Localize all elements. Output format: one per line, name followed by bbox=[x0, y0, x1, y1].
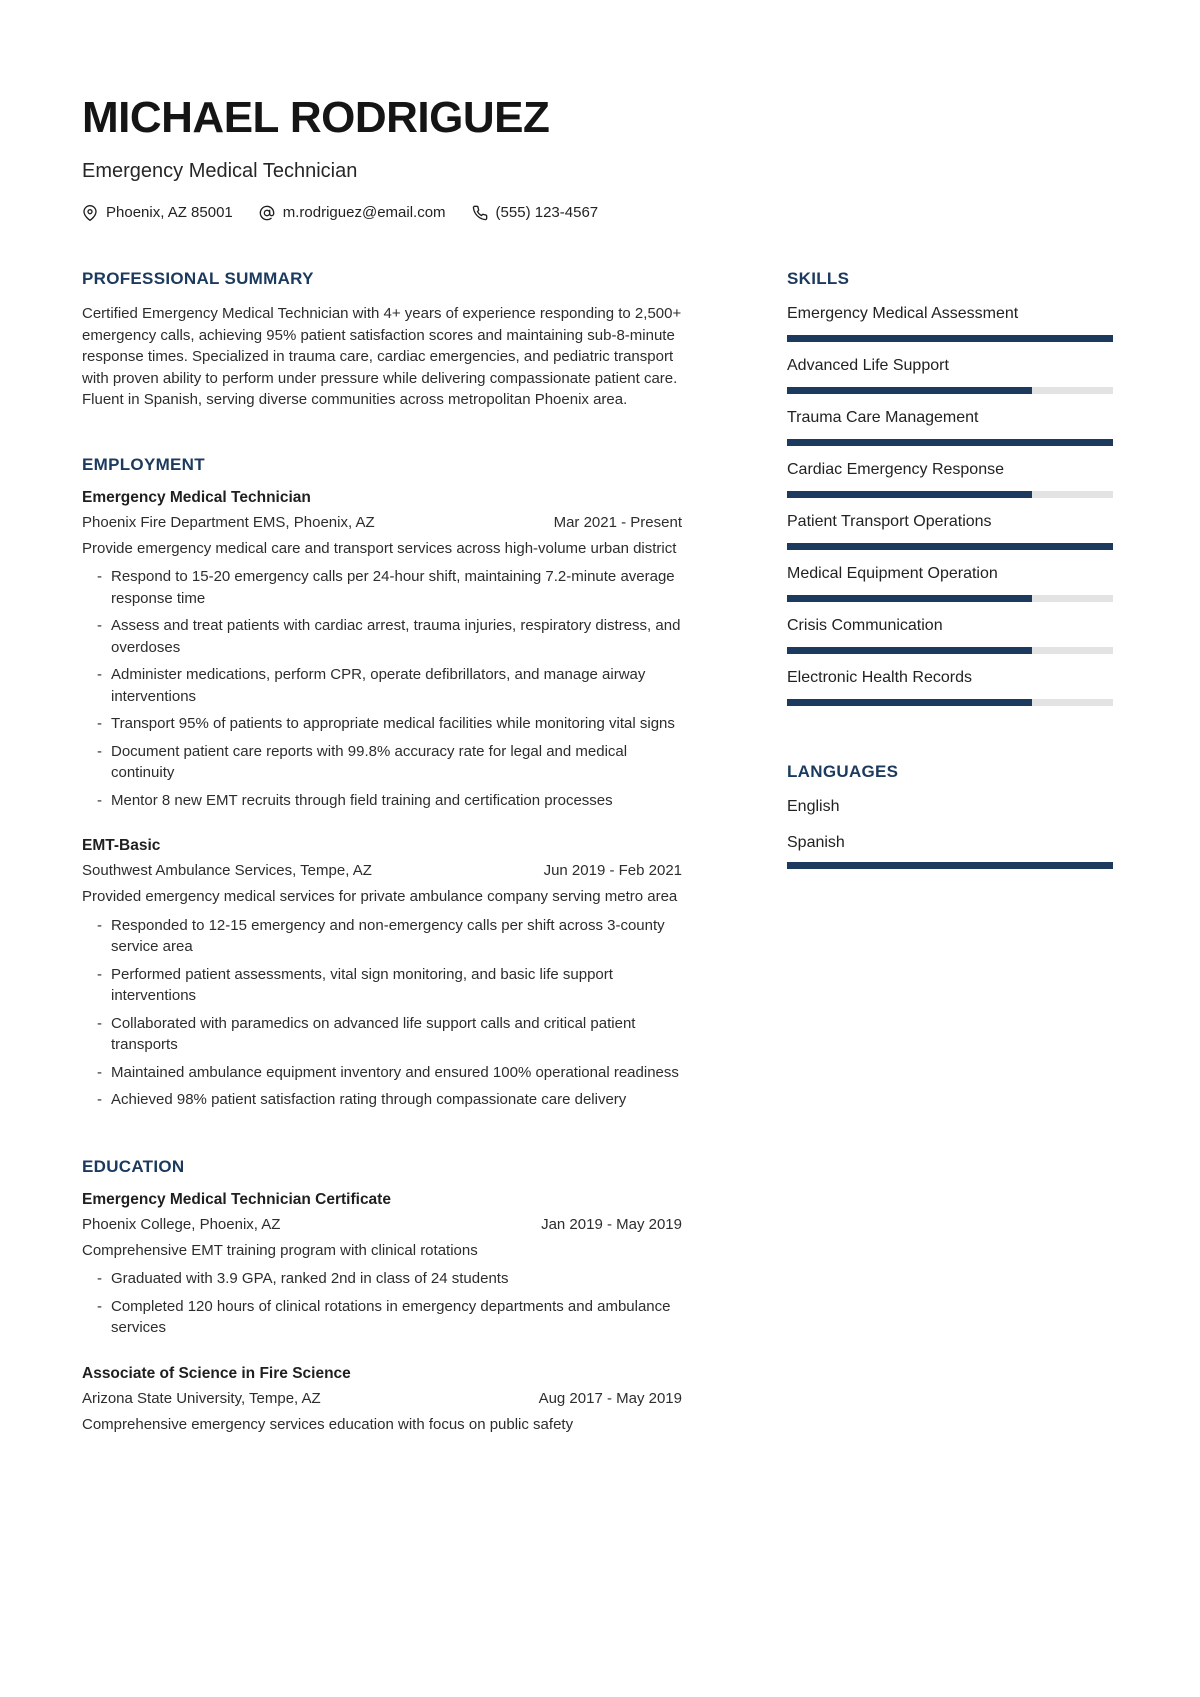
entry-organization: Phoenix College, Phoenix, AZ bbox=[82, 1215, 281, 1233]
skill-bar-fill bbox=[787, 491, 1032, 498]
education-section bbox=[82, 1157, 682, 1436]
contact-location bbox=[82, 204, 233, 221]
language-item bbox=[787, 796, 1113, 818]
languages-list bbox=[787, 796, 1113, 869]
phone-icon bbox=[472, 205, 488, 221]
bullet-text: Assess and treat patients with cardiac arrest, trauma injuries, respiratory distress, and overdoses bbox=[111, 617, 681, 656]
skill-bar-fill bbox=[787, 543, 1113, 550]
bullet-item bbox=[97, 615, 682, 658]
bullet-item bbox=[97, 915, 682, 958]
entry bbox=[82, 837, 682, 1111]
education-list bbox=[82, 1191, 682, 1436]
entry-organization: Southwest Ambulance Services, Tempe, AZ bbox=[82, 862, 372, 879]
contact-phone bbox=[472, 204, 599, 221]
employment-heading: EMPLOYMENT bbox=[82, 454, 205, 474]
skill-item bbox=[787, 511, 1113, 550]
skill-name: Patient Transport Operations bbox=[787, 513, 992, 530]
bullet-item bbox=[97, 566, 682, 609]
bullet-text: Responded to 12-15 emergency and non-emergency calls per shift across 3-county service area bbox=[111, 916, 665, 955]
entry-bullets bbox=[82, 1268, 682, 1339]
jobs-list bbox=[82, 489, 682, 1111]
languages-heading: LANGUAGES bbox=[787, 762, 899, 781]
entry-dates: Mar 2021 - Present bbox=[553, 513, 682, 531]
skill-item bbox=[787, 563, 1113, 602]
bullet-text: Mentor 8 new EMT recruits through field training and certification processes bbox=[111, 791, 613, 809]
language-item bbox=[787, 832, 1113, 869]
at-sign-icon bbox=[259, 205, 275, 221]
entry-description: Comprehensive emergency services education with focus on public safety bbox=[82, 1415, 574, 1433]
skill-name: Advanced Life Support bbox=[787, 357, 949, 374]
contact-location-text: Phoenix, AZ 85001 bbox=[106, 204, 233, 221]
entry-description: Provided emergency medical services for private ambulance company serving metro area bbox=[82, 888, 678, 905]
bullet-text: Achieved 98% patient satisfaction rating through compassionate care delivery bbox=[111, 1091, 627, 1108]
education-heading: EDUCATION bbox=[82, 1156, 185, 1176]
map-pin-icon bbox=[82, 205, 98, 221]
bullet-item bbox=[97, 1089, 682, 1111]
skill-item bbox=[787, 407, 1113, 446]
languages-section bbox=[787, 762, 1113, 869]
entry bbox=[82, 489, 682, 812]
entry-bullets bbox=[82, 915, 682, 1111]
contact-email-text: m.rodriguez@email.com bbox=[282, 204, 446, 221]
bullet-item bbox=[97, 1268, 682, 1290]
entry-subline bbox=[82, 862, 682, 879]
skill-bar-track bbox=[787, 699, 1113, 706]
skill-name: Emergency Medical Assessment bbox=[787, 305, 1019, 322]
skill-bar-fill bbox=[787, 335, 1113, 342]
skill-name: Electronic Health Records bbox=[787, 669, 972, 686]
skill-item bbox=[787, 355, 1113, 394]
bullet-item bbox=[97, 713, 682, 735]
skill-item bbox=[787, 303, 1113, 342]
bullet-text: Graduated with 3.9 GPA, ranked 2nd in class of 24 students bbox=[111, 1270, 509, 1287]
skill-bar-track bbox=[787, 491, 1113, 498]
person-name: MICHAEL RODRIGUEZ bbox=[82, 93, 550, 142]
entry-title: Emergency Medical Technician bbox=[82, 488, 311, 506]
skill-bar-track bbox=[787, 543, 1113, 550]
skill-bar-fill bbox=[787, 387, 1032, 394]
contact-row bbox=[82, 204, 1113, 221]
skills-section bbox=[787, 269, 1113, 706]
entry-dates: Jun 2019 - Feb 2021 bbox=[543, 862, 682, 879]
entry-bullets bbox=[82, 566, 682, 811]
entry-title: Associate of Science in Fire Science bbox=[82, 1364, 351, 1382]
bullet-item bbox=[97, 1013, 682, 1056]
bullet-item bbox=[97, 741, 682, 784]
language-bar-fill bbox=[787, 862, 1113, 869]
skill-bar-track bbox=[787, 335, 1113, 342]
entry-dates: Aug 2017 - May 2019 bbox=[538, 1389, 682, 1407]
skill-bar-track bbox=[787, 387, 1113, 394]
entry-subline bbox=[82, 1390, 682, 1407]
bullet-item bbox=[97, 1296, 682, 1339]
skills-list bbox=[787, 303, 1113, 706]
skill-item bbox=[787, 667, 1113, 706]
skill-bar-fill bbox=[787, 699, 1032, 706]
entry-description: Comprehensive EMT training program with clinical rotations bbox=[82, 1241, 478, 1259]
skills-heading: SKILLS bbox=[787, 269, 850, 288]
bullet-item bbox=[97, 964, 682, 1007]
bullet-text: Transport 95% of patients to appropriate medical facilities while monitoring vital signs bbox=[111, 715, 675, 732]
entry-subline bbox=[82, 514, 682, 531]
skill-bar-track bbox=[787, 647, 1113, 654]
sidebar-column bbox=[787, 269, 1113, 883]
entry-title: EMT-Basic bbox=[82, 837, 161, 854]
bullet-item bbox=[97, 790, 682, 812]
summary-heading: PROFESSIONAL SUMMARY bbox=[82, 269, 314, 288]
skill-item bbox=[787, 615, 1113, 654]
entry bbox=[82, 1365, 682, 1436]
person-headline: Emergency Medical Technician bbox=[82, 160, 358, 182]
language-bar-track bbox=[787, 862, 1113, 869]
skill-name: Cardiac Emergency Response bbox=[787, 461, 1004, 478]
bullet-text: Maintained ambulance equipment inventory and ensured 100% operational readiness bbox=[111, 1063, 679, 1081]
resume-header bbox=[82, 93, 1113, 221]
contact-email bbox=[259, 204, 446, 221]
entry bbox=[82, 1191, 682, 1339]
skill-bar-track bbox=[787, 439, 1113, 446]
entry-description: Provide emergency medical care and transport services across high-volume urban district bbox=[82, 539, 677, 557]
skill-name: Trauma Care Management bbox=[787, 409, 979, 426]
bullet-text: Collaborated with paramedics on advanced life support calls and critical patient transports bbox=[111, 1014, 636, 1053]
skill-name: Medical Equipment Operation bbox=[787, 565, 998, 582]
bullet-item bbox=[97, 664, 682, 707]
bullet-text: Document patient care reports with 99.8% accuracy rate for legal and medical continuity bbox=[111, 742, 628, 781]
resume-body bbox=[82, 269, 1113, 1435]
skill-bar-track bbox=[787, 595, 1113, 602]
bullet-text: Performed patient assessments, vital sign monitoring, and basic life support interventions bbox=[111, 965, 613, 1004]
entry-title: Emergency Medical Technician Certificate bbox=[82, 1190, 391, 1208]
entry-organization: Arizona State University, Tempe, AZ bbox=[82, 1389, 321, 1407]
bullet-item bbox=[97, 1062, 682, 1084]
entry-subline bbox=[82, 1216, 682, 1233]
language-name: Spanish bbox=[787, 834, 845, 851]
language-name: English bbox=[787, 798, 840, 815]
bullet-text: Respond to 15-20 emergency calls per 24-hour shift, maintaining 7.2-minute average response time bbox=[111, 568, 675, 607]
skill-bar-fill bbox=[787, 647, 1032, 654]
entry-organization: Phoenix Fire Department EMS, Phoenix, AZ bbox=[82, 513, 375, 531]
employment-section bbox=[82, 455, 682, 1111]
main-column bbox=[82, 269, 682, 1435]
contact-phone-text: (555) 123-4567 bbox=[495, 204, 599, 221]
skill-bar-fill bbox=[787, 439, 1113, 446]
bullet-text: Administer medications, perform CPR, operate defibrillators, and manage airway interventions bbox=[111, 666, 646, 705]
skill-item bbox=[787, 459, 1113, 498]
entry-dates: Jan 2019 - May 2019 bbox=[541, 1215, 682, 1233]
skill-name: Crisis Communication bbox=[787, 617, 943, 634]
summary-section bbox=[82, 269, 682, 411]
bullet-text: Completed 120 hours of clinical rotations in emergency departments and ambulance services bbox=[111, 1297, 671, 1336]
skill-bar-fill bbox=[787, 595, 1032, 602]
summary-text: Certified Emergency Medical Technician with 4+ years of experience responding to 2,500+ emergency calls, achieving 95% patient satisfaction scores and maintaining sub-8-minute response times. Specialized in trauma care, cardiac emergencies, and pediatric transport with proven ability to perform under pressure while delivering compassionate patient care. Fluent in Spanish, serving diverse communities across metropolitan Phoenix area. bbox=[82, 305, 682, 408]
